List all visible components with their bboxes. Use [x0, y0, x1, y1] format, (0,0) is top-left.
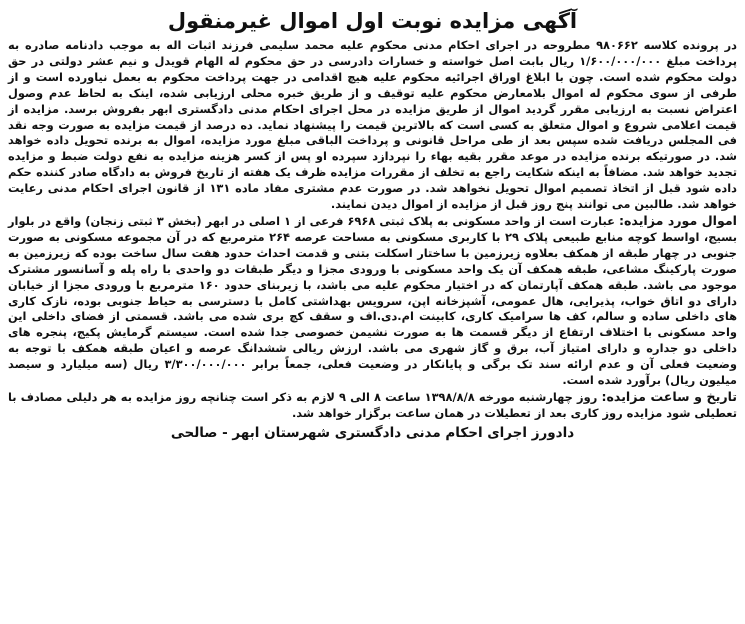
notice-intro-paragraph: در پرونده کلاسه ۹۸۰۶۶۲ مطروحه در اجرای احکام مدنی محکوم علیه محمد سلیمی فرزند اثبات اله به موجب دادنامه صادره به پرداخت مبلغ ۱/۶۰۰/۰۰۰/۰۰۰ ریال بابت اصل خواسته و خسارات دادرسی در حق محکوم له الهام قویدل و نیم عشر دولتی در حق دولت محکوم شده است. چون با ابلاغ اوراق اجرائیه محکوم علیه هیچ اقدامی در جهت پرداخت محکوم به بعمل نیاورده است و از طرفی از سوی محکوم له اموال بلامعارض محکوم علیه توقیف و از طریق خبره محلی ارزیابی شده، اینک به لحاظ عدم وصول اعتراض نسبت به ارزیابی مقرر گردید اموال از طریق مزایده در محل اجرای احکام مدنی دادگستری ابهر بفروش برسد. مزایده از قیمت اعلامی شروع و اموال متعلق به کسی است که بالاترین قیمت را پیشنهاد نماید. ده درصد از قیمت مزایده به صورت وجه نقد فی المجلس دریافت شده سپس بعد از طی مراحل قانونی و پرداخت الباقی مبلغ مورد مزایده، اموال به برنده تحویل داده خواهد شد. در صورتیکه برنده مزایده در موعد مقرر بقیه بهاء را نپردازد سپرده او پس از کسر هزینه مزایده به نفع دولت ضبط و مزایده تجدید خواهد شد. مضافاً به اینکه شکایت راجع به تخلف از مقررات مزایده ظرف یک هفته از تاریخ فروش به دادگاه صادر کننده حکم داده شود قبل از اتخاذ تصمیم اموال تحویل نخواهد شد. در صورت عدم مشتری مفاد ماده ۱۳۱ از قانون اجرای احکام مدنی رعایت خواهد شد. طالبین می توانند پنج روز قبل از مزایده از اموال دیدن نمایند. — [8, 38, 738, 212]
property-section — [8, 213, 737, 389]
datetime-section — [8, 389, 737, 422]
datetime-heading: تاریخ و ساعت مزایده: — [601, 388, 738, 404]
datetime-description: روز چهارشنبه مورخه ۱۳۹۸/۸/۸ ساعت ۸ الی ۹ لازم به ذکر است چنانچه روز مزایده به هر دلیلی مصادف با تعطیلی شود مزایده روز کاری بعد از تعطیلات در همان ساعت برگزار خواهد شد. — [8, 389, 737, 420]
notice-title: آگهی مزایده نوبت اول اموال غیرمنقول — [167, 9, 578, 33]
property-heading: اموال مورد مزایده: — [618, 212, 737, 228]
signature-line: دادورز اجرای احکام مدنی دادگستری شهرستان ابهر - صالحی — [170, 424, 575, 441]
property-description: عبارت است از واحد مسکونی به پلاک ثبتی ۶۹۶۸ فرعی از ۱ اصلی در ابهر (بخش ۳ ثبتی زنجان) واقع در بلوار بسیج، اواسط کوچه منابع طبیعی پلاک ۲۹ با کاربری مسکونی به مساحت عرصه ۲۶۴ مترمربع که در آن مجموعه مسکونی به صورت جنوبی در چهار طبقه از همکف بعلاوه زیرزمین با ساختار اسکلت بتنی و قدمت احداث حدود هفت سال ساخت بوده که زیرزمین به صورت پارکینگ مشاعی، طبقه همکف آن یک واحد مسکونی با ورودی مجزا و دیگر طبقات دو واحدی با راه پله و آسانسور مشترک موجود می باشد. طبقه همکف آپارتمان که در اختیار محکوم علیه می باشد، با زیربنای حدود ۱۶۰ مترمربع با ورودی مجزا از خیابان دارای دو اتاق خواب، پذیرایی، هال عمومی، آشپزخانه اپن، سرویس بهداشتی کامل با دسترسی به حیاط جنوبی بوده، نازک کاری های داخلی ساده و سالم، کف ها سرامیک کاری، کابینت ام.دی.اف و سقف کچ بری شده می باشد. قسمتی از فضای داخلی این واحد مسکونی با اختلاف ارتفاع از دیگر قسمت ها به صورت نشیمن خصوصی جدا شده است. سیستم گرمایش پکیج، پنجره های داخلی دو جداره و دارای امتیاز آب، برق و گاز شهری می باشد. ارزش ریالی ششدانگ عرصه و اعیان طبقه همکف با توجه به وضعیت فعلی آن و عدم ارائه سند تک برگی و پایانکار در وضعیت فعلی، جمعاً برابر ۳/۳۰۰/۰۰۰/۰۰۰ ریال (سه میلیارد و سیصد میلیون ریال) برآورد شده است. — [8, 213, 737, 388]
